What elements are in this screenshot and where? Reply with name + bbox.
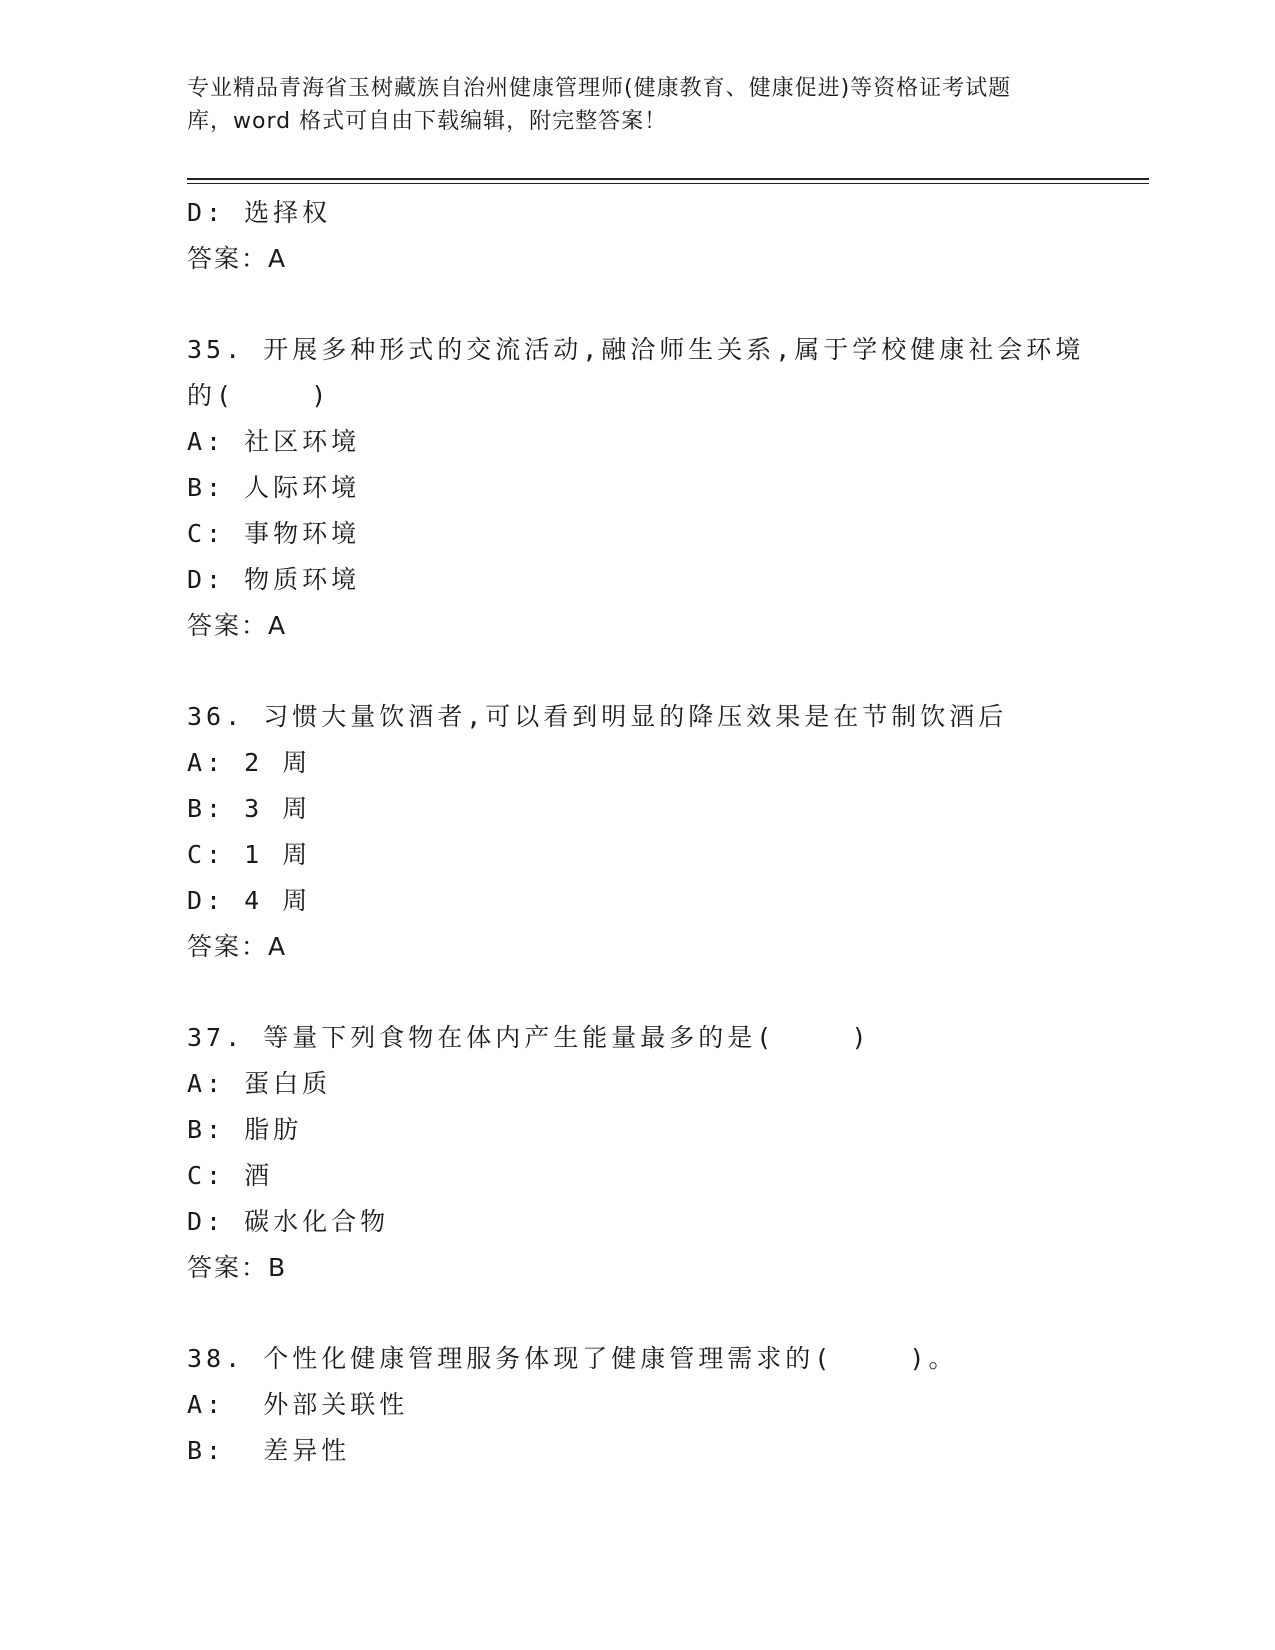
option-d: D: 物质环境: [187, 565, 361, 594]
option-d: D: 4 周: [187, 886, 312, 915]
question-text: 38. 个性化健康管理服务体现了健康管理需求的( )。: [187, 1344, 958, 1373]
option-a: A: 外部关联性: [187, 1390, 409, 1419]
option-b: B: 差异性: [187, 1436, 351, 1465]
option-b: B: 人际环境: [187, 473, 361, 502]
option-a: A: 蛋白质: [187, 1069, 332, 1098]
document-body: [187, 190, 1107, 1474]
option-d: D: 碳水化合物: [187, 1207, 390, 1236]
question-36: [187, 694, 1107, 970]
spacer: [187, 1291, 1107, 1336]
answer-label: 答案：A: [187, 611, 288, 640]
document-header: [187, 72, 1087, 138]
option-c: C: 酒: [187, 1161, 274, 1190]
option-b: B: 3 周: [187, 794, 312, 823]
option-a: A: 社区环境: [187, 427, 361, 456]
spacer: [187, 970, 1107, 1015]
header-divider: [187, 178, 1149, 180]
question-37: [187, 1015, 1107, 1291]
answer-label: 答案：A: [187, 244, 288, 273]
option-a: A: 2 周: [187, 748, 312, 777]
header-divider-thin: [187, 183, 1149, 184]
option-d: D: 选择权: [187, 198, 332, 227]
question-38: [187, 1336, 1107, 1474]
answer-label: 答案：A: [187, 932, 288, 961]
option-c: C: 事物环境: [187, 519, 361, 548]
question-text: 36. 习惯大量饮酒者,可以看到明显的降压效果是在节制饮酒后: [187, 702, 1008, 731]
header-line-1: 专业精品青海省玉树藏族自治州健康管理师(健康教育、健康促进)等资格证考试题: [187, 76, 1012, 101]
spacer: [187, 649, 1107, 694]
question-text: 37. 等量下列食物在体内产生能量最多的是( ): [187, 1023, 871, 1052]
option-b: B: 脂肪: [187, 1115, 303, 1144]
header-line-2: 库，word 格式可自由下载编辑，附完整答案！: [187, 109, 668, 134]
answer-label: 答案：B: [187, 1253, 288, 1282]
question-35: [187, 327, 1107, 649]
question-text-cont: 的( ): [187, 381, 331, 410]
question-text: 35. 开展多种形式的交流活动,融洽师生关系,属于学校健康社会环境: [187, 335, 1085, 364]
option-c: C: 1 周: [187, 840, 312, 869]
spacer: [187, 282, 1107, 327]
